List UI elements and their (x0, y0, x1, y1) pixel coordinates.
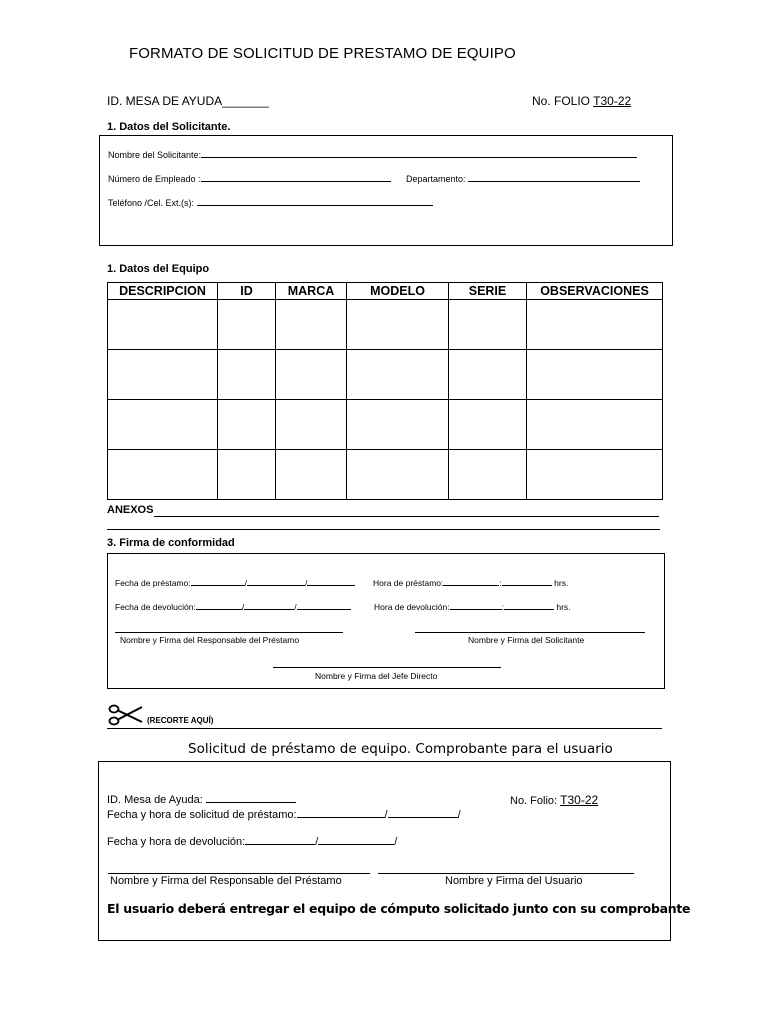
table-row (108, 450, 663, 500)
section-solicitante-heading: 1. Datos del Solicitante. (107, 121, 231, 133)
id-mesa-field[interactable] (107, 793, 296, 806)
blank[interactable] (247, 576, 305, 586)
signature-line-solicitante[interactable] (415, 632, 645, 633)
anexos-line-2[interactable] (107, 529, 660, 530)
table-row (108, 350, 663, 400)
blank[interactable] (388, 808, 458, 818)
table-cell[interactable] (108, 450, 218, 500)
hora-prestamo-label: Hora de préstamo: (373, 578, 444, 588)
nombre-solicitante-label: Nombre del Solicitante: (108, 150, 202, 160)
blank[interactable] (504, 600, 554, 610)
nombre-solicitante-blank[interactable] (201, 148, 637, 158)
telefono-field[interactable] (108, 196, 433, 208)
table-cell[interactable] (218, 350, 276, 400)
column-header: MODELO (347, 283, 449, 300)
folio-label: No. FOLIO (532, 94, 591, 108)
sig-jefe-label: Nombre y Firma del Jefe Directo (315, 671, 438, 681)
table-cell[interactable] (347, 350, 449, 400)
form-title: FORMATO DE SOLICITUD DE PRESTAMO DE EQUIPO (129, 45, 516, 62)
signature-line-jefe[interactable] (273, 667, 501, 668)
table-cell[interactable] (218, 300, 276, 350)
column-header: ID (218, 283, 276, 300)
comprobante-title: Solicitud de préstamo de equipo. Comprobante para el usuario (188, 741, 613, 757)
folio (532, 94, 631, 108)
signature-line-usuario[interactable] (378, 873, 634, 874)
anexos-label: ANEXOS (107, 504, 154, 516)
table-cell[interactable] (108, 400, 218, 450)
blank[interactable] (443, 576, 499, 586)
hrs-label: hrs. (554, 578, 569, 588)
column-header: OBSERVACIONES (527, 283, 663, 300)
fecha-devolucion-field[interactable]: Fecha de devolución: / / (115, 600, 351, 612)
equipo-table (107, 282, 663, 500)
id-mesa-blank[interactable] (206, 793, 296, 803)
blank[interactable] (297, 808, 385, 818)
hora-devolucion-label: Hora de devolución: (374, 602, 450, 612)
hora-prestamo-field[interactable]: Hora de préstamo: : hrs. (373, 578, 569, 588)
fecha-devolucion-label: Fecha de devolución: (115, 602, 196, 612)
solicitante-box (99, 135, 673, 246)
blank[interactable] (297, 600, 351, 610)
telefono-blank[interactable] (197, 196, 433, 206)
firma-box (107, 553, 665, 689)
id-mesa-label: ID. Mesa de Ayuda: (107, 794, 203, 806)
comprobante-nota: El usuario deberá entregar el equipo de cómputo solicitado junto con su comprobante (107, 901, 691, 916)
sig-usuario-label: Nombre y Firma del Usuario (445, 875, 583, 887)
anexos-line-1[interactable] (154, 516, 659, 517)
cut-line[interactable] (107, 728, 662, 729)
table-cell[interactable] (449, 450, 527, 500)
telefono-label: Teléfono /Cel. Ext.(s): (108, 198, 195, 208)
section-firma-heading: 3. Firma de conformidad (107, 537, 235, 549)
fecha-devolucion-comprobante-label: Fecha y hora de devolución: (107, 836, 246, 848)
table-cell[interactable] (276, 350, 347, 400)
sig-responsable-label: Nombre y Firma del Responsable del Préstamo (120, 635, 300, 645)
blank[interactable] (196, 600, 242, 610)
folio-value: T30-22 (593, 94, 632, 108)
blank[interactable] (502, 576, 552, 586)
blank[interactable] (191, 576, 245, 586)
table-cell[interactable] (347, 300, 449, 350)
table-cell[interactable] (347, 400, 449, 450)
sig-responsable-comprobante-label: Nombre y Firma del Responsable del Préstamo (110, 875, 342, 887)
sig-solicitante-label: Nombre y Firma del Solicitante (468, 635, 585, 645)
hora-devolucion-field[interactable]: Hora de devolución: : hrs. (374, 602, 571, 612)
fecha-devolucion-comprobante-field[interactable]: Fecha y hora de devolución: / / (107, 836, 398, 848)
blank[interactable] (307, 576, 355, 586)
table-cell[interactable] (449, 350, 527, 400)
nombre-solicitante-field[interactable] (108, 148, 637, 160)
blank[interactable] (245, 835, 315, 845)
scissors-icon (108, 701, 144, 729)
comprobante-folio-label: No. Folio: (510, 795, 558, 807)
table-cell[interactable] (108, 350, 218, 400)
table-cell[interactable] (527, 400, 663, 450)
id-mesa-ayuda-label: ID. MESA DE AYUDA_______ (107, 94, 269, 108)
table-cell[interactable] (218, 450, 276, 500)
blank[interactable] (450, 600, 502, 610)
table-row (108, 300, 663, 350)
blank[interactable] (318, 835, 394, 845)
fecha-solicitud-field[interactable]: Fecha y hora de solicitud de préstamo: / / (107, 809, 461, 821)
table-cell[interactable] (218, 400, 276, 450)
table-cell[interactable] (449, 300, 527, 350)
equipo-table-header (108, 283, 663, 300)
table-cell[interactable] (527, 300, 663, 350)
numero-empleado-blank[interactable] (201, 172, 391, 182)
table-cell[interactable] (276, 300, 347, 350)
numero-empleado-label: Número de Empleado : (108, 174, 201, 184)
table-cell[interactable] (527, 350, 663, 400)
comprobante-box (98, 761, 691, 941)
numero-empleado-field[interactable] (108, 172, 391, 184)
column-header: DESCRIPCION (108, 283, 218, 300)
departamento-label: Departamento: (406, 174, 466, 184)
table-cell[interactable] (527, 450, 663, 500)
fecha-prestamo-field[interactable]: Fecha de préstamo: / / (115, 576, 355, 588)
fecha-prestamo-label: Fecha de préstamo: (115, 578, 191, 588)
table-cell[interactable] (276, 450, 347, 500)
comprobante-folio (510, 793, 598, 807)
hrs-label: hrs. (556, 602, 571, 612)
signature-line-responsable-comprobante[interactable] (108, 873, 370, 874)
column-header: MARCA (276, 283, 347, 300)
table-cell[interactable] (108, 300, 218, 350)
table-row (108, 400, 663, 450)
table-cell[interactable] (276, 400, 347, 450)
table-cell[interactable] (347, 450, 449, 500)
signature-line-responsable[interactable] (115, 632, 343, 633)
comprobante-folio-value: T30-22 (560, 793, 599, 807)
recorte-label: (RECORTE AQUÍ) (147, 716, 214, 725)
departamento-blank[interactable] (468, 172, 640, 182)
column-header: SERIE (449, 283, 527, 300)
departamento-field[interactable] (406, 172, 640, 184)
blank[interactable] (244, 600, 294, 610)
table-cell[interactable] (449, 400, 527, 450)
fecha-solicitud-label: Fecha y hora de solicitud de préstamo: (107, 809, 297, 821)
section-equipo-heading: 1. Datos del Equipo (107, 263, 210, 275)
